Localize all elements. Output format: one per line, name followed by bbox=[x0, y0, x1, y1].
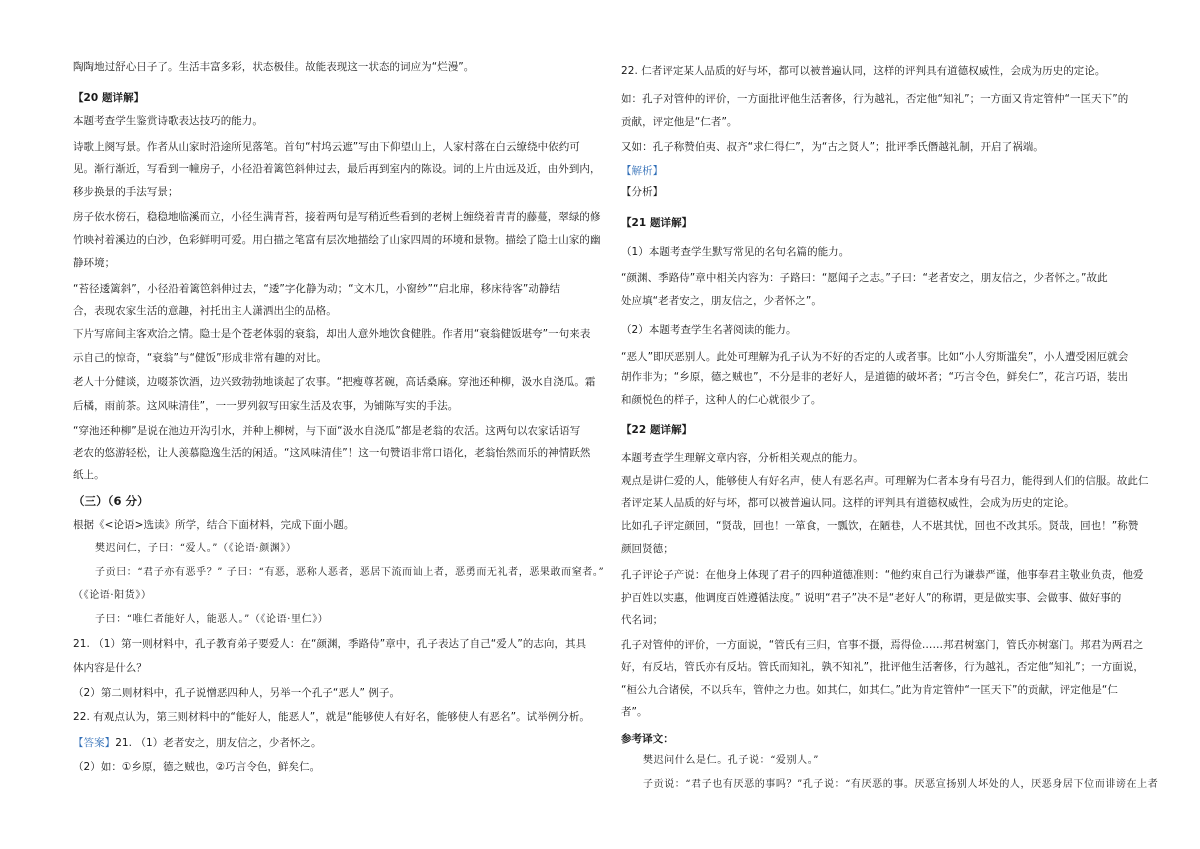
right-column-line bbox=[621, 732, 674, 746]
left-column-line bbox=[73, 140, 580, 154]
line-text: 竹映衬着溪边的白沙，色彩鲜明可爱。用白描之笔富有层次地描绘了山家四周的环境和景物。描绘了隐士山家的幽 bbox=[73, 234, 601, 246]
left-column-line bbox=[73, 282, 560, 296]
line-text: 颜回贤德； bbox=[621, 543, 674, 555]
left-column-line bbox=[73, 162, 601, 176]
left-column-line bbox=[73, 424, 580, 438]
left-column-line bbox=[73, 686, 400, 700]
right-column-line bbox=[621, 393, 821, 407]
left-column-line bbox=[73, 114, 263, 128]
line-text: （2）第二则材料中，孔子说憎恶四种人，另举一个孔子“恶人” 例子。 bbox=[73, 687, 401, 699]
right-column-line bbox=[621, 660, 1144, 674]
line-text: “桓公九合诸侯，不以兵车，管仲之力也。如其仁，如其仁。”此为肯定管仲“一匡天下”的贡献，评定他是“仁 bbox=[621, 684, 1118, 696]
line-text: 体内容是什么？ bbox=[73, 662, 147, 674]
left-column-line bbox=[73, 468, 105, 482]
line-text: 护百姓以实惠，他调度百姓遵循法度。” 说明“君子”决不是“老好人”的称谓，更是做实事、会做事、做好事的 bbox=[621, 592, 1122, 604]
line-text: “穿池还种柳”是说在池边开沟引水，并种上柳树，与下面“汲水自浇瓜”都是老翁的农活。这两句以农家话语写 bbox=[73, 425, 581, 437]
right-column-line bbox=[621, 140, 1044, 154]
line-text: 陶陶地过舒心日子了。生活丰富多彩，状态极佳。故能表现这一状态的词应为“烂漫”。 bbox=[73, 61, 475, 73]
line-text: 好，有反坫，管氏亦有反坫。管氏而知礼，孰不知礼”，批评他生活奢侈，行为越礼，否定他“知礼”；一方面说， bbox=[621, 661, 1144, 673]
line-text: 处应填“老者安之，朋友信之，少者怀之”。 bbox=[621, 295, 822, 307]
line-text: 比如孔子评定颜回，“贤哉，回也！一箪食，一瓢饮，在陋巷，人不堪其忧，回也不改其乐。贤哉，回也！”称赞 bbox=[621, 520, 1139, 532]
right-column-line bbox=[621, 542, 674, 556]
right-column-line bbox=[621, 294, 822, 308]
left-column-line bbox=[73, 210, 601, 224]
right-column-line bbox=[621, 638, 1143, 652]
line-text: 胡作非为；“乡原，德之贼也”，不分是非的老好人，是道德的破坏者；“巧言令色，鲜矣仁”，花言巧语，装出 bbox=[621, 371, 1129, 383]
line-text: 21. （1）第一则材料中，孔子教育弟子要爱人：在“颜渊，季路侍”章中，孔子表达了自己“爱人”的志向，其具 bbox=[73, 638, 587, 650]
right-column-line bbox=[621, 423, 692, 437]
right-column-line bbox=[621, 613, 663, 627]
line-text: 22. 有观点认为，第三则材料中的“能好人，能恶人”，就是“能够使人有好名，能够使人有恶名”。试举例分析。 bbox=[73, 711, 590, 723]
line-text: 子贡曰：“君子亦有恶乎？” 子曰：“有恶，恶称人恶者，恶居下流而讪上者，恶勇而无礼者，恶果敢而窒者。” bbox=[95, 567, 605, 578]
right-column-line bbox=[621, 350, 1128, 364]
left-column-line bbox=[73, 304, 337, 318]
line-text: 根据《<论语>选读》所学，结合下面材料，完成下面小题。 bbox=[73, 519, 355, 531]
line-text: （三）（6 分） bbox=[73, 494, 149, 508]
line-text: 见。渐行渐近，写看到一幢房子，小径沿着篱笆斜伸过去，最后再到室内的陈设。词的上片由远及近，由外到内， bbox=[73, 163, 601, 175]
right-column-line bbox=[621, 323, 797, 337]
right-column-line bbox=[621, 185, 663, 199]
right-column-line bbox=[621, 245, 849, 259]
line-text: （《论语·阳货》） bbox=[73, 590, 152, 601]
line-text: 纸上。 bbox=[73, 469, 105, 481]
line-text: 老人十分健谈，边啜茶饮酒，边兴致勃勃地谈起了农事。“把瘦尊茗碗，高话桑麻。穿池还种柳，汲水自浇瓜。霜 bbox=[73, 376, 596, 388]
line-text: 子曰：“唯仁者能好人，能恶人。”（《论语·里仁》） bbox=[95, 614, 329, 625]
left-column-line bbox=[73, 399, 458, 413]
left-column-line bbox=[73, 446, 590, 460]
right-column-line bbox=[621, 451, 864, 465]
line-text: （2）本题考查学生名著阅读的能力。 bbox=[621, 324, 797, 336]
answer-tag: 【解析】 bbox=[621, 165, 664, 177]
left-column-line bbox=[73, 233, 601, 247]
right-column-line bbox=[621, 496, 1075, 510]
line-text: 参考译文： bbox=[621, 733, 674, 745]
line-text: 【22 题详解】 bbox=[621, 424, 693, 436]
right-column-line bbox=[621, 683, 1118, 697]
line-text: 本题考查学生鉴赏诗歌表达技巧的能力。 bbox=[73, 115, 263, 127]
left-column-line bbox=[73, 710, 590, 724]
left-column-line bbox=[73, 91, 144, 105]
right-column-line bbox=[621, 164, 663, 178]
line-text: 和颜悦色的样子，这种人的仁心就很少了。 bbox=[621, 394, 822, 406]
line-text: 【20 题详解】 bbox=[73, 92, 145, 104]
line-text: 子贡说：“君子也有厌恶的事吗？”孔子说：“有厌恶的事。厌恶宣扬别人坏处的人，厌恶身居下位而诽谤在上者 bbox=[643, 779, 1159, 790]
left-column-line bbox=[73, 760, 320, 774]
left-column-line bbox=[73, 518, 354, 532]
line-text: “苔径逶篱斜”，小径沿着篱笆斜伸过去，“逶”字化静为动；“文木几，小窗纱”“启北扉，移床待客”动静结 bbox=[73, 283, 561, 295]
right-column-line bbox=[621, 64, 1105, 78]
right-column-line bbox=[621, 568, 1143, 582]
line-text: 如：孔子对管仲的评价，一方面批评他生活奢侈，行为越礼，否定他“知礼”；一方面又肯定管仲“一匡天下”的 bbox=[621, 93, 1129, 105]
line-text: （2）如：①乡原，德之贼也，②巧言令色，鲜矣仁。 bbox=[73, 761, 321, 773]
line-text: 者评定某人品质的好与坏，都可以被普遍认同。这样的评判具有道德权威性，会成为历史的定论。 bbox=[621, 497, 1075, 509]
left-column-line bbox=[73, 256, 115, 270]
line-text: “颜渊、季路侍”章中相关内容为：子路曰：“愿闻子之志。”子曰：“老者安之，朋友信之，少者怀之。”故此 bbox=[621, 272, 1108, 284]
line-text: 合，表现农家生活的意趣，衬托出主人潇洒出尘的品格。 bbox=[73, 305, 337, 317]
answer-tag: 【答案】 bbox=[73, 737, 116, 749]
line-text: 又如：孔子称赞伯夷、叔齐“求仁得仁”，为“古之贤人”；批评季氏僭越礼制，开启了祸端。 bbox=[621, 141, 1044, 153]
line-text: 者”。 bbox=[621, 706, 648, 718]
line-text: 房子依水傍石，稳稳地临溪而立，小径生满青苔，接着两句是写稍近些看到的老树上缠绕着青青的藤蔓，翠绿的修 bbox=[73, 211, 601, 223]
line-text: 【分析】 bbox=[621, 186, 664, 198]
right-column-line bbox=[643, 754, 819, 768]
line-text: 孔子对管仲的评价，一方面说，“管氏有三归，官事不摄，焉得俭……邦君树塞门，管氏亦树塞门。邦君为两君之 bbox=[621, 639, 1144, 651]
left-column-line bbox=[73, 736, 322, 750]
right-column-line bbox=[643, 778, 1158, 792]
line-text: 【21 题详解】 bbox=[621, 217, 693, 229]
right-column-line bbox=[621, 216, 692, 230]
right-column-line bbox=[621, 115, 737, 129]
line-text: （1）本题考查学生默写常见的名句名篇的能力。 bbox=[621, 246, 850, 258]
line-text: 老农的悠游轻松，让人羡慕隐逸生活的闲适。“这风味清佳”！这一句赞语非常口语化，老翁怡然而乐的神情跃然 bbox=[73, 447, 591, 459]
line-text: 后橘，雨前茶。这风味清佳”，一一罗列叙写田家生活及农事，为铺陈写实的手法。 bbox=[73, 400, 459, 412]
left-column-line bbox=[73, 60, 474, 74]
line-text: 下片写席间主客欢洽之情。隐士是个苍老体弱的衰翁，却出人意外地饮食健胜。作者用“衰翁健饭堪夸”一句来表 bbox=[73, 328, 591, 340]
line-text: 孔子评论子产说：在他身上体现了君子的四种道德准则：“他约束自己行为谦恭严谨，他事奉君主敬业负责，他爱 bbox=[621, 569, 1144, 581]
line-text: 21. （1）老者安之，朋友信之，少者怀之。 bbox=[115, 737, 322, 749]
left-column-line bbox=[73, 637, 586, 651]
left-column-line bbox=[73, 185, 179, 199]
left-column-line bbox=[73, 351, 327, 365]
line-text: 樊迟问什么是仁。孔子说：“爱别人。” bbox=[643, 755, 820, 766]
line-text: 贡献，评定他是“仁者”。 bbox=[621, 116, 738, 128]
left-column-line bbox=[73, 494, 149, 508]
line-text: 22. 仁者评定某人品质的好与坏，都可以被普遍认同，这样的评判具有道德权威性，会成为历史的定论。 bbox=[621, 65, 1106, 77]
left-column-line bbox=[95, 566, 604, 580]
right-column-line bbox=[621, 474, 1149, 488]
left-column-line bbox=[73, 661, 147, 675]
line-text: 代名词； bbox=[621, 614, 664, 626]
line-text: 静环境； bbox=[73, 257, 116, 269]
right-column-line bbox=[621, 92, 1128, 106]
left-column-line bbox=[95, 542, 297, 556]
left-column-line bbox=[73, 375, 595, 389]
left-column-line bbox=[73, 327, 590, 341]
left-column-line bbox=[73, 589, 152, 603]
line-text: 诗歌上阕写景。作者从山家时沿途所见落笔。首句“村坞云遮”写由下仰望山上，人家村落在白云缭绕中依约可 bbox=[73, 141, 580, 153]
right-column-line bbox=[621, 591, 1121, 605]
line-text: 本题考查学生理解文章内容，分析相关观点的能力。 bbox=[621, 452, 864, 464]
right-column-line bbox=[621, 271, 1108, 285]
right-column-line bbox=[621, 370, 1128, 384]
right-column-line bbox=[621, 705, 648, 719]
right-column-line bbox=[621, 519, 1138, 533]
line-text: 移步换景的手法写景； bbox=[73, 186, 179, 198]
line-text: 观点是讲仁爱的人，能够使人有好名声，使人有恶名声。可理解为仁者本身有号召力，能得到人们的信服。故此仁 bbox=[621, 475, 1149, 487]
left-column-line bbox=[95, 613, 328, 627]
line-text: 樊迟问仁，子曰：“爱人。”（《论语·颜渊》） bbox=[95, 543, 297, 554]
line-text: “恶人”即厌恶别人。此处可理解为孔子认为不好的否定的人或者事。比如“小人穷斯滥矣”，小人遭受困厄就会 bbox=[621, 351, 1129, 363]
line-text: 示自己的惊奇，“衰翁”与“健饭”形成非常有趣的对比。 bbox=[73, 352, 328, 364]
